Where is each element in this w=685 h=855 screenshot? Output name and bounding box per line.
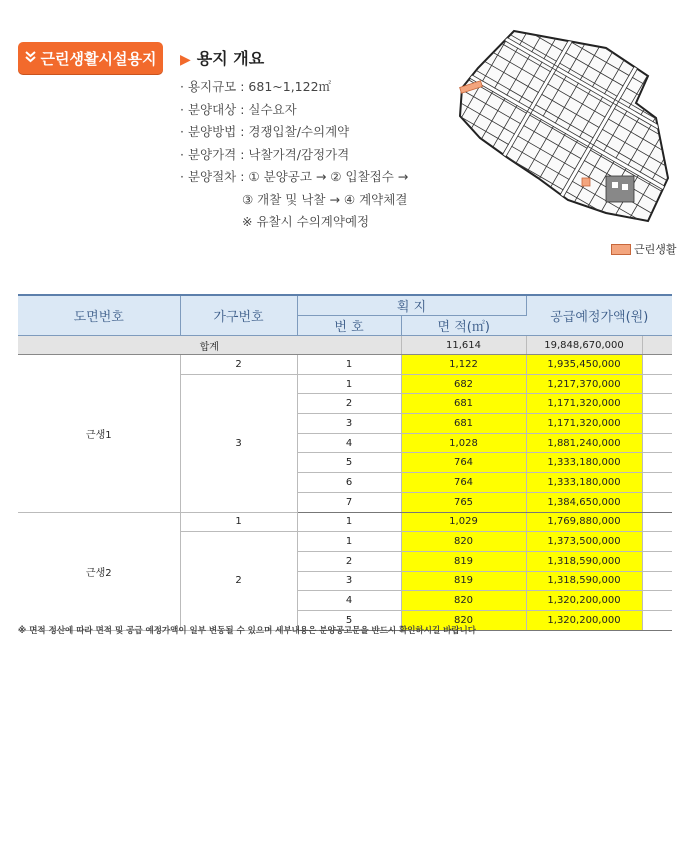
lot-price: 1,769,880,000 bbox=[526, 512, 642, 532]
lot-no: 1 bbox=[297, 532, 401, 552]
lot-price: 1,935,450,000 bbox=[526, 355, 642, 375]
household-no: 2 bbox=[180, 355, 297, 375]
lot-price: 1,320,200,000 bbox=[526, 610, 642, 630]
table-row bbox=[18, 355, 672, 375]
group-name: 근생1 bbox=[18, 355, 180, 513]
lot-no: 1 bbox=[297, 512, 401, 532]
lot-no: 4 bbox=[297, 433, 401, 453]
lot-area: 764 bbox=[401, 473, 526, 493]
total-area: 11,614 bbox=[401, 336, 526, 355]
lot-no: 2 bbox=[297, 551, 401, 571]
lot-area: 819 bbox=[401, 571, 526, 591]
lot-area: 819 bbox=[401, 551, 526, 571]
header-price: 공급예정가액(원) bbox=[526, 295, 672, 336]
lot-area: 765 bbox=[401, 492, 526, 512]
lot-no: 7 bbox=[297, 492, 401, 512]
lot-area: 764 bbox=[401, 453, 526, 473]
lot-price: 1,333,180,000 bbox=[526, 473, 642, 493]
lot-no: 5 bbox=[297, 453, 401, 473]
lot-no: 1 bbox=[297, 374, 401, 394]
lot-area: 1,029 bbox=[401, 512, 526, 532]
lot-price-table bbox=[18, 294, 672, 631]
group-name: 근생2 bbox=[18, 512, 180, 630]
badge-label: 근린생활시설용지 bbox=[40, 49, 157, 68]
header-lot-no: 번 호 bbox=[297, 316, 401, 336]
lot-price: 1,171,320,000 bbox=[526, 414, 642, 434]
household-no: 1 bbox=[180, 512, 297, 532]
lot-price: 1,373,500,000 bbox=[526, 532, 642, 552]
lot-area: 820 bbox=[401, 610, 526, 630]
total-row bbox=[18, 336, 672, 355]
header-drawing-no: 도면번호 bbox=[18, 295, 180, 336]
lot-no: 5 bbox=[297, 610, 401, 630]
table-row bbox=[18, 512, 672, 532]
overview-title: ▶ 용지 개요 bbox=[180, 49, 265, 68]
section-badge bbox=[18, 42, 163, 74]
lot-no: 3 bbox=[297, 571, 401, 591]
lot-area: 1,122 bbox=[401, 355, 526, 375]
map-legend bbox=[611, 241, 677, 257]
lot-price: 1,881,240,000 bbox=[526, 433, 642, 453]
lot-price: 1,320,200,000 bbox=[526, 591, 642, 611]
overview-item: · 분양절차 : ① 분양공고 → ② 입찰접수 → bbox=[180, 169, 409, 184]
footnote: ※ 면적 정산에 따라 면적 및 공급 예정가액이 일부 변동될 수 있으며 세부내용은 분양공고문을 반드시 확인하시길 바랍니다 bbox=[18, 626, 476, 636]
overview-item: · 분양방법 : 경쟁입찰/수의계약 bbox=[180, 124, 350, 139]
lot-area: 1,028 bbox=[401, 433, 526, 453]
overview-item: · 분양가격 : 낙찰가격/감정가격 bbox=[180, 146, 350, 162]
lot-price: 1,384,650,000 bbox=[526, 492, 642, 512]
lot-area: 681 bbox=[401, 414, 526, 434]
household-no: 3 bbox=[180, 374, 297, 512]
total-price: 19,848,670,000 bbox=[526, 336, 642, 355]
overview-continuation: ③ 개찰 및 낙찰 → ④ 계약체결 bbox=[242, 191, 408, 207]
lot-no: 2 bbox=[297, 394, 401, 414]
legend-label: 근린생활 bbox=[634, 243, 677, 256]
lot-area: 682 bbox=[401, 374, 526, 394]
triangle-right-icon: ▶ bbox=[180, 52, 191, 68]
legend-swatch bbox=[611, 244, 631, 255]
lot-area: 820 bbox=[401, 591, 526, 611]
lot-no: 6 bbox=[297, 473, 401, 493]
overview-item: · 용지규모 : 681~1,122㎡ bbox=[180, 79, 332, 94]
lot-price: 1,217,370,000 bbox=[526, 374, 642, 394]
site-map bbox=[456, 28, 672, 228]
header-household-no: 가구번호 bbox=[180, 295, 297, 336]
overview-item: · 분양대상 : 실수요자 bbox=[180, 101, 297, 117]
header-lot-group: 획 지 bbox=[297, 295, 526, 316]
lot-no: 4 bbox=[297, 591, 401, 611]
lot-price: 1,171,320,000 bbox=[526, 394, 642, 414]
chevron-down-double-icon bbox=[25, 51, 36, 65]
overview-list bbox=[180, 76, 408, 234]
lot-price: 1,318,590,000 bbox=[526, 551, 642, 571]
lot-area: 820 bbox=[401, 532, 526, 552]
total-label: 합계 bbox=[18, 336, 401, 355]
lot-area: 681 bbox=[401, 394, 526, 414]
overview-continuation: ※ 유찰시 수의계약예정 bbox=[242, 214, 370, 229]
lot-price: 1,333,180,000 bbox=[526, 453, 642, 473]
lot-price: 1,318,590,000 bbox=[526, 571, 642, 591]
header-area: 면 적(㎡) bbox=[401, 316, 526, 336]
household-no: 2 bbox=[180, 532, 297, 630]
lot-no: 1 bbox=[297, 355, 401, 375]
lot-no: 3 bbox=[297, 414, 401, 434]
